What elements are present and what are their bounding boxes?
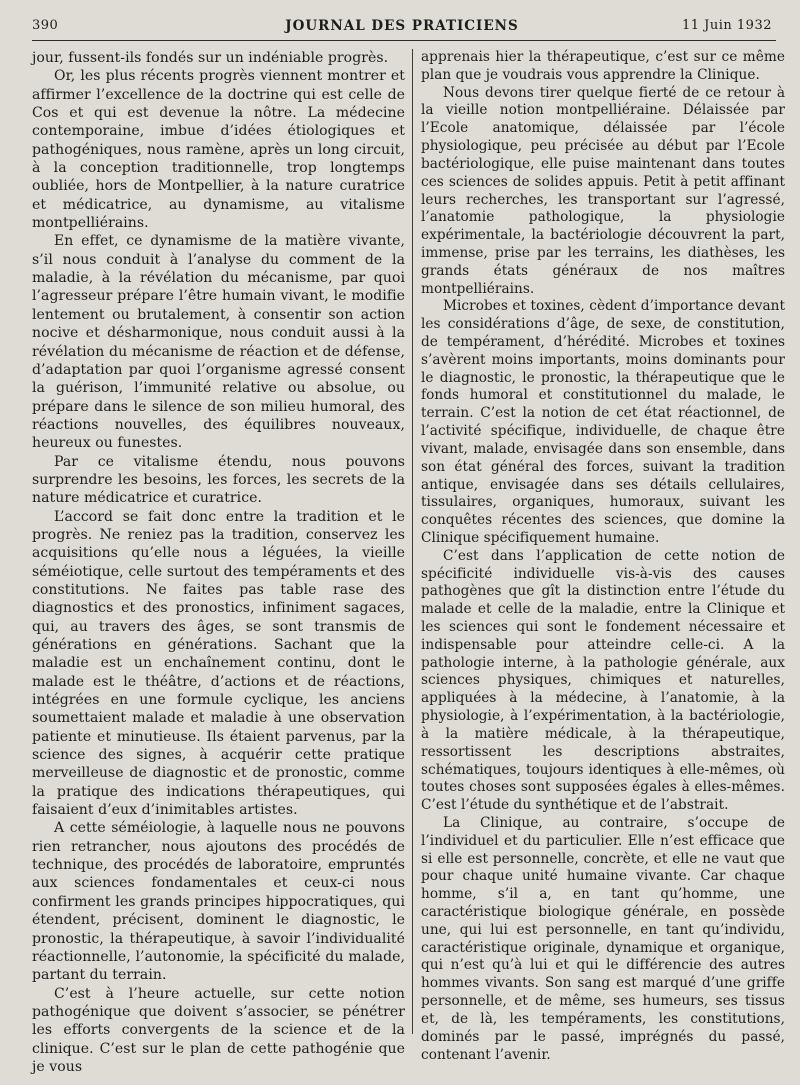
column-divider bbox=[412, 49, 413, 1034]
paragraph: En effet, ce dynamisme de la matière vivante, s’il nous conduit à l’analyse du comment de la maladie, à la révélation du mécanisme, par quoi l’agresseur prépare l’être humain vivant, le modifie lentement ou brutalement, à consentir son action nocive et désharmonique, nous conduit aussi à la révélation du mécanisme de réaction et de défense, d’adaptation par quoi l’organisme agressé consent la guérison, l’immunité relative ou absolue, ou prépare dans le silence de son milieu humoral, des réactions nouvelles, des équilibres nouveaux, heureux ou funestes. bbox=[32, 233, 405, 452]
issue-date: 11 Juin 1932 bbox=[681, 18, 772, 33]
paragraph: C’est dans l’application de cette notion de spécificité individuelle vis-à-vis des causes pathogènes que gît la distinction entre l’étude du malade et celle de la maladie, entre la Clinique et les sciences qui sont le fondement nécessaire et indispensable pour atteindre celle-ci. A la pathologie interne, à la pathologie générale, aux sciences physiques, chimiques et naturelles, appliquées à la médecine, à l’anatomie, à la physiologie, à l’expérimentation, à la bactériologie, à la matière médicale, à la thérapeutique, ressortissent les descriptions abstraites, schématiques, toujours identiques à elle-mêmes, où toutes choses sont supposées égales à elles-mêmes. C’est l’étude du synthétique et de l’abstrait. bbox=[421, 547, 785, 814]
header-rule bbox=[32, 40, 776, 41]
paragraph: jour, fussent-ils fondés sur un indéniable progrès. bbox=[32, 50, 389, 66]
paragraph: La Clinique, au contraire, s’occupe de l’individuel et du particulier. Elle n’est efficace que si elle est personnelle, concrète, et elle ne vaut que pour chaque unité humaine vivante. Car chaque homme, s’il a, en tant qu’homme, une caractéristique biologique générale, en possède une, qui lui est personnelle, en tant qu’individu, caractéristique originale, dynamique et organique, qui n’est qu’à lui et qui le différencie des autres hommes vivants. Son sang est marqué d’une griffe personnelle, et de même, ses humeurs, ses tissus et, de là, les tempéraments, les constitutions, dominés par le passé, imprégnés du passé, contenant l’avenir. bbox=[421, 814, 785, 1063]
paragraph: Or, les plus récents progrès viennent montrer et affirmer l’excellence de la doctrine qui est celle de Cos et qui est devenue la nôtre. La médecine contemporaine, imbue d’idées étiologiques et pathogéniques, nous ramène, après un long circuit, à la conception traditionnelle, trop longtemps oubliée, hors de Montpellier, à la nature curatrice et médicatrice, au dynamisme, au vitalisme montpelliérains. bbox=[32, 68, 405, 232]
left-column bbox=[32, 49, 405, 1076]
paragraph: Nous devons tirer quelque fierté de ce retour à la vieille notion montpelliéraine. Délaissée par l’Ecole anatomique, délaissée par l’école physiologique, peu précisée au début par l’Ecole bactériologique, elle puise maintenant dans toutes ces sciences de solides appuis. Petit à petit affinant leurs recherches, les transportant sur l’agressé, l’anatomie pathologique, la physiologie expérimentale, la bactériologie découvrent la part, immense, prise par les terrains, les diathèses, les grands états généraux de nos maîtres montpelliérains. bbox=[421, 84, 785, 297]
paragraph: A cette séméiologie, à laquelle nous ne pouvons rien retrancher, nous ajoutons des procédés de technique, des procédés de laboratoire, empruntés aux sciences fondamentales et ceux-ci nous confirment les grands principes hippocratiques, qui étendent, précisent, dominent le diagnostic, le pronostic, la thérapeutique, à savoir l’individualité réactionnelle, l’autonomie, la spécificité du malade, partant du terrain. bbox=[32, 820, 405, 984]
page-header bbox=[32, 18, 772, 38]
paragraph: Par ce vitalisme étendu, nous pouvons surprendre les besoins, les forces, les secrets de la nature médicatrice et curatrice. bbox=[32, 453, 405, 507]
journal-title: JOURNAL DES PRATICIENS bbox=[285, 18, 519, 34]
page-number: 390 bbox=[32, 18, 59, 33]
right-column bbox=[421, 49, 785, 1064]
paragraph: L’accord se fait donc entre la tradition et le progrès. Ne reniez pas la tradition, conservez les acquisitions qu’elle nous a léguées, la vieille séméiotique, celle surtout des tempéraments et des constitutions. Ne faites pas table rase des diagnostics et des pronostics, infiniment sagaces, qui, au travers des âges, se sont transmis de générations en générations. Sachant que la maladie est un enchaînement continu, dont le malade est le théâtre, d’actions et de réactions, intégrées en une formule cyclique, les anciens soumettaient malade et maladie à une observation patiente et minutieuse. Ils étaient parvenus, par la science des signes, à acquérir cette pratique merveilleuse de diagnostic et de pronostic, comme la pratique des indications thérapeutiques, qui faisaient d’eux d’inimitables artistes. bbox=[32, 508, 405, 819]
paragraph: apprenais hier la thérapeutique, c’est sur ce même plan que je voudrais vous apprendre la Clinique. bbox=[421, 49, 785, 83]
paragraph: Microbes et toxines, cèdent d’importance devant les considérations d’âge, de sexe, de constitution, de tempérament, d’hérédité. Microbes et toxines s’avèrent moins importants, moins dominants pour le diagnostic, le pronostic, la thérapeutique que le fonds humoral et constitutionnel du malade, le terrain. C’est la notion de cet état réactionnel, de l’activité spécifique, individuelle, de chaque être vivant, malade, envisagée dans son ensemble, dans son état général des forces, suivant la tradition antique, envisagée dans ses détails cellulaires, tissulaires, organiques, humoraux, suivant les conquêtes récentes des sciences, que domine la Clinique spécifiquement humaine. bbox=[421, 298, 785, 546]
paragraph: C’est à l’heure actuelle, sur cette notion pathogénique que doivent s’associer, se pénétrer les efforts convergents de la science et de la clinique. C’est sur le plan de cette pathogénie que je vous bbox=[32, 985, 405, 1075]
